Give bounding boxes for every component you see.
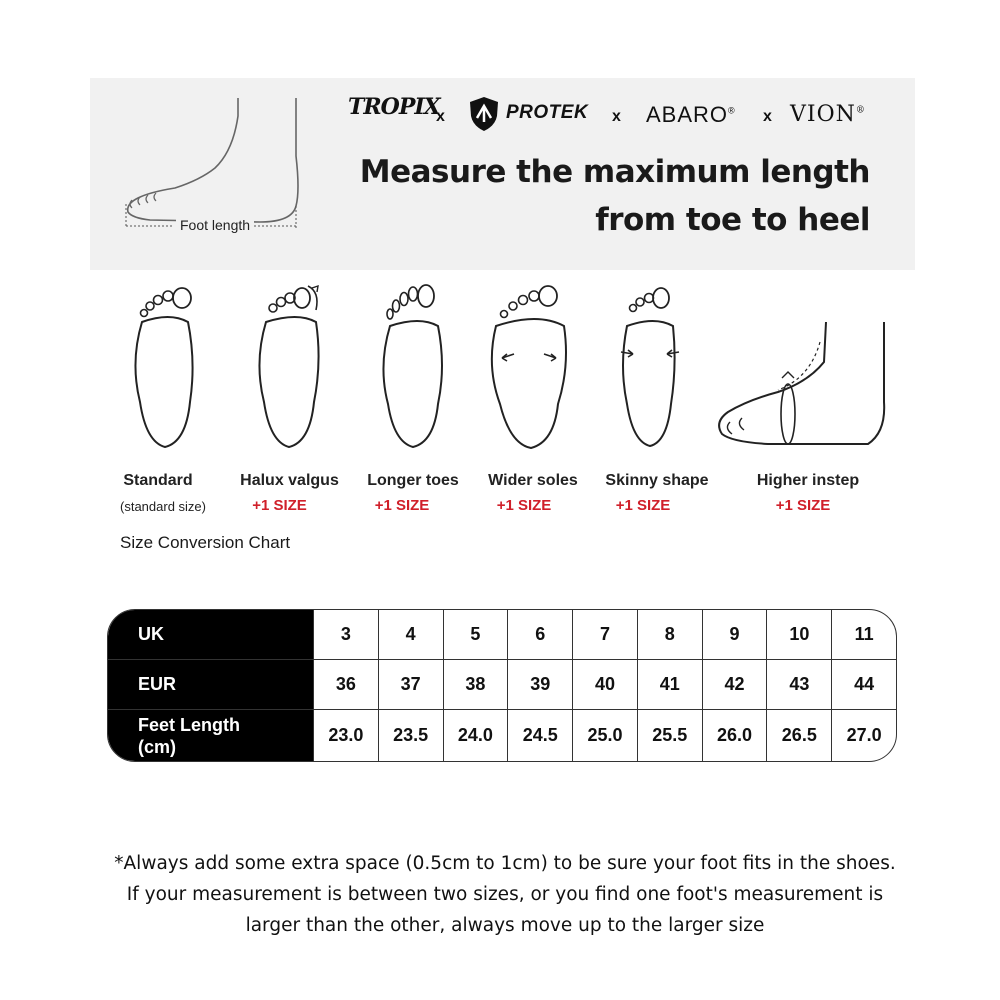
table-cell: 6 xyxy=(507,610,572,660)
protek-logo: PROTEK xyxy=(506,102,589,123)
standard-foot-icon xyxy=(110,282,220,462)
wider-soles-foot-icon xyxy=(478,282,588,462)
brand-separator: x xyxy=(612,108,621,125)
tropix-logo: TROPIX xyxy=(348,94,440,120)
table-cell: 44 xyxy=(831,660,896,710)
chart-title: Size Conversion Chart xyxy=(120,533,291,552)
table-cell: 7 xyxy=(572,610,637,660)
foot-type-label: Longer toes xyxy=(367,472,459,489)
footnote-line: *Always add some extra space (0.5cm to 1cm) to be sure your foot fits in the shoes. xyxy=(114,853,896,874)
table-cell: 25.5 xyxy=(637,710,702,761)
table-cell: 27.0 xyxy=(831,710,896,761)
vion-logo: VION® xyxy=(790,102,866,127)
table-cell: 10 xyxy=(766,610,831,660)
footnote xyxy=(60,848,950,941)
higher-instep-foot-icon xyxy=(708,282,888,462)
foot-type-label: Wider soles xyxy=(488,472,578,489)
brand-separator: x xyxy=(436,108,445,125)
table-cell: 24.0 xyxy=(443,710,508,761)
table-cell: 40 xyxy=(572,660,637,710)
foot-type-note: (standard size) xyxy=(120,499,206,514)
row-header-uk: UK xyxy=(108,610,313,660)
size-adjust-badge: +1 SIZE xyxy=(496,497,552,514)
longer-toes-foot-icon xyxy=(360,282,470,462)
row-header-feet-length: Feet Length (cm) xyxy=(108,710,313,761)
foot-type-label: Halux valgus xyxy=(240,472,339,489)
skinny-shape-foot-icon xyxy=(597,282,707,462)
footnote-line: larger than the other, always move up to the larger size xyxy=(245,915,765,936)
table-cell: 36 xyxy=(313,660,378,710)
size-adjust-badge: +1 SIZE xyxy=(615,497,671,514)
protek-shield-icon xyxy=(468,96,500,132)
table-cell: 37 xyxy=(378,660,443,710)
table-cell: 8 xyxy=(637,610,702,660)
table-cell: 4 xyxy=(378,610,443,660)
brand-logos xyxy=(348,88,888,138)
table-cell: 23.5 xyxy=(378,710,443,761)
table-cell: 41 xyxy=(637,660,702,710)
size-conversion-table xyxy=(107,609,897,762)
header-banner xyxy=(90,78,915,270)
table-cell: 24.5 xyxy=(507,710,572,761)
size-adjust-badge: +1 SIZE xyxy=(775,497,831,514)
table-cell: 26.0 xyxy=(702,710,767,761)
halux-valgus-foot-icon xyxy=(236,282,346,462)
table-cell: 43 xyxy=(766,660,831,710)
table-cell: 11 xyxy=(831,610,896,660)
table-cell: 9 xyxy=(702,610,767,660)
table-cell: 3 xyxy=(313,610,378,660)
size-adjust-badge: +1 SIZE xyxy=(252,497,307,514)
size-adjust-badge: +1 SIZE xyxy=(374,497,430,514)
table-cell: 25.0 xyxy=(572,710,637,761)
table-cell: 42 xyxy=(702,660,767,710)
foot-type-label: Standard xyxy=(123,472,193,489)
foot-type-label: Higher instep xyxy=(756,472,860,489)
brand-separator: x xyxy=(763,108,772,125)
table-cell: 38 xyxy=(443,660,508,710)
headline: Measure the maximum length from toe to heel xyxy=(359,154,870,238)
row-header-eur: EUR xyxy=(108,660,313,710)
table-cell: 26.5 xyxy=(766,710,831,761)
foot-type-label: Skinny shape xyxy=(605,472,709,489)
foot-length-label: Foot length xyxy=(176,217,254,233)
table-cell: 39 xyxy=(507,660,572,710)
footnote-line: If your measurement is between two sizes, or you find one foot's measurement is xyxy=(126,884,884,905)
table-cell: 5 xyxy=(443,610,508,660)
table-cell: 23.0 xyxy=(313,710,378,761)
abaro-logo: ABARO® xyxy=(646,102,736,127)
